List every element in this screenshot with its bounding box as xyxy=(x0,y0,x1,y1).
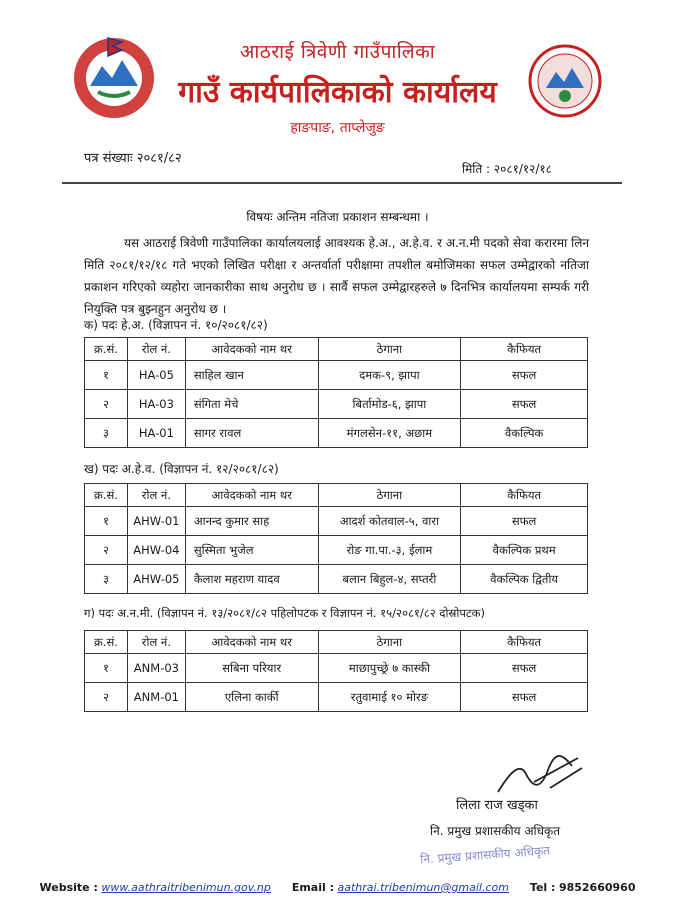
cell-roll: ANM-03 xyxy=(127,654,185,683)
cell-roll: HA-05 xyxy=(127,361,185,390)
col-remarks: कैफियत xyxy=(461,338,588,361)
cell-address: आदर्श कोतवाल-५, वारा xyxy=(318,507,461,536)
cell-address: रतुवामाई १० मोरङ xyxy=(318,683,461,712)
cell-roll: HA-03 xyxy=(127,390,185,419)
cell-roll: AHW-04 xyxy=(127,536,185,565)
col-name: आवेदकको नाम थर xyxy=(185,631,318,654)
cell-address: दमक-९, झापा xyxy=(318,361,461,390)
col-roll: रोल नं. xyxy=(127,631,185,654)
col-name: आवेदकको नाम थर xyxy=(185,484,318,507)
cell-remarks: वैकल्पिक प्रथम xyxy=(461,536,588,565)
cell-address: माछापुच्छ्रे ७ कास्की xyxy=(318,654,461,683)
table-row xyxy=(85,536,588,565)
col-roll: रोल नं. xyxy=(127,338,185,361)
table-row xyxy=(85,565,588,594)
section-title-anm: ग) पदः अ.न.मी. (विज्ञापन नं. १३/२०८१/८२ पहिलोपटक र विज्ञापन नं. १५/२०८१/८२ दोस्रोपटक) xyxy=(84,606,485,620)
cell-remarks: वैकल्पिक द्वितीय xyxy=(461,565,588,594)
cell-name: संगिता मेचे xyxy=(185,390,318,419)
header-municipality-name: आठराई त्रिवेणी गाउँपालिका xyxy=(239,41,436,63)
table-row xyxy=(85,390,588,419)
email-label: Email : xyxy=(291,881,334,894)
header-divider xyxy=(62,182,622,184)
cell-remarks: सफल xyxy=(461,390,588,419)
cell-remarks: सफल xyxy=(461,507,588,536)
cell-name: सबिना परियार xyxy=(185,654,318,683)
cell-serial: १ xyxy=(85,507,128,536)
cell-serial: ३ xyxy=(85,419,128,448)
website-link[interactable]: www.aathraitribenimun.gov.np xyxy=(101,881,271,894)
tel-label: Tel : xyxy=(529,881,556,894)
letter-date: मिति : २०८१/१२/१८ xyxy=(462,162,552,176)
cell-roll: AHW-01 xyxy=(127,507,185,536)
col-address: ठेगाना xyxy=(318,484,461,507)
table-header-row xyxy=(85,631,588,654)
col-roll: रोल नं. xyxy=(127,484,185,507)
signatory-title: नि. प्रमुख प्रशासकीय अधिकृत xyxy=(430,824,561,838)
results-table-ha xyxy=(84,337,588,448)
section-title-ahw: ख) पदः अ.हे.व. (विज्ञापन नं. १२/२०८१/८२) xyxy=(84,462,279,476)
reference-number: पत्र संख्याः २०८१/८२ xyxy=(84,151,182,166)
col-address: ठेगाना xyxy=(318,631,461,654)
cell-address: रोङ गा.पा.-३, ईलाम xyxy=(318,536,461,565)
col-serial: क्र.सं. xyxy=(85,338,128,361)
cell-name: सागर रावल xyxy=(185,419,318,448)
cell-serial: २ xyxy=(85,536,128,565)
body-paragraph: यस आठराई त्रिवेणी गाउँपालिका कार्यालयलाई आवश्यक हे.अ., अ.हे.व. र अ.न.मी पदको सेवा करारमा लिन मिति २०८१/१२/१८ गते भएको लिखित परीक्षा र अन्तर्वार्ता परीक्षामा तपशील बमोजिमका सफल उम्मेद्वारको नतिजा प्रकाशन गरिएको व्यहोरा जानकारीका साथ अनुरोध छ । सार्वै सफल उम्मेद्वारहरुले ७ दिनभित्र कार्यालयमा सम्पर्क गरी नियुक्ति पत्र बुझ्नहुन अनुरोध छ । xyxy=(84,236,589,316)
table-row xyxy=(85,507,588,536)
cell-address: बिर्तामोड-६, झापा xyxy=(318,390,461,419)
cell-remarks: सफल xyxy=(461,683,588,712)
cell-name: आनन्द कुमार साह xyxy=(185,507,318,536)
table-row xyxy=(85,683,588,712)
col-serial: क्र.सं. xyxy=(85,484,128,507)
header-address: हाङपाङ, ताप्लेजुङ xyxy=(290,120,385,136)
cell-serial: १ xyxy=(85,654,128,683)
table-header-row xyxy=(85,484,588,507)
results-table-ahw xyxy=(84,483,588,594)
cell-remarks: वैकल्पिक xyxy=(461,419,588,448)
cell-address: बलान बिहुल-४, सप्तरी xyxy=(318,565,461,594)
table-row xyxy=(85,654,588,683)
cell-name: साहिल खान xyxy=(185,361,318,390)
cell-serial: २ xyxy=(85,683,128,712)
table-row xyxy=(85,419,588,448)
col-remarks: कैफियत xyxy=(461,484,588,507)
cell-roll: ANM-01 xyxy=(127,683,185,712)
website-label: Website : xyxy=(39,881,98,894)
cell-address: मंगलसेन-११, अछाम xyxy=(318,419,461,448)
cell-serial: ३ xyxy=(85,565,128,594)
col-remarks: कैफियत xyxy=(461,631,588,654)
cell-serial: २ xyxy=(85,390,128,419)
cell-remarks: सफल xyxy=(461,361,588,390)
section-title-ha: क) पदः हे.अ. (विज्ञापन नं. १०/२०८१/८२) xyxy=(84,318,268,332)
signatory-name: लिला राज खड्का xyxy=(456,798,538,813)
footer xyxy=(0,881,675,894)
col-serial: क्र.सं. xyxy=(85,631,128,654)
col-name: आवेदकको नाम थर xyxy=(185,338,318,361)
header-office-name: गाउँ कार्यपालिकाको कार्यालय xyxy=(178,75,497,110)
table-header-row xyxy=(85,338,588,361)
cell-name: एलिना कार्की xyxy=(185,683,318,712)
email-link[interactable]: aathrai.tribenimun@gmail.com xyxy=(337,881,509,894)
results-table-anm xyxy=(84,630,588,712)
table-row xyxy=(85,361,588,390)
cell-name: सुस्मिता भुजेल xyxy=(185,536,318,565)
cell-roll: HA-01 xyxy=(127,419,185,448)
cell-remarks: सफल xyxy=(461,654,588,683)
col-address: ठेगाना xyxy=(318,338,461,361)
tel-number: 9852660960 xyxy=(558,881,636,894)
cell-serial: १ xyxy=(85,361,128,390)
cell-roll: AHW-05 xyxy=(127,565,185,594)
official-stamp: नि. प्रमुख प्रशासकीय अधिकृत xyxy=(419,843,551,867)
cell-name: कैलाश महराण यादव xyxy=(185,565,318,594)
subject-line: विषयः अन्तिम नतिजा प्रकाशन सम्बन्धमा । xyxy=(246,210,429,224)
